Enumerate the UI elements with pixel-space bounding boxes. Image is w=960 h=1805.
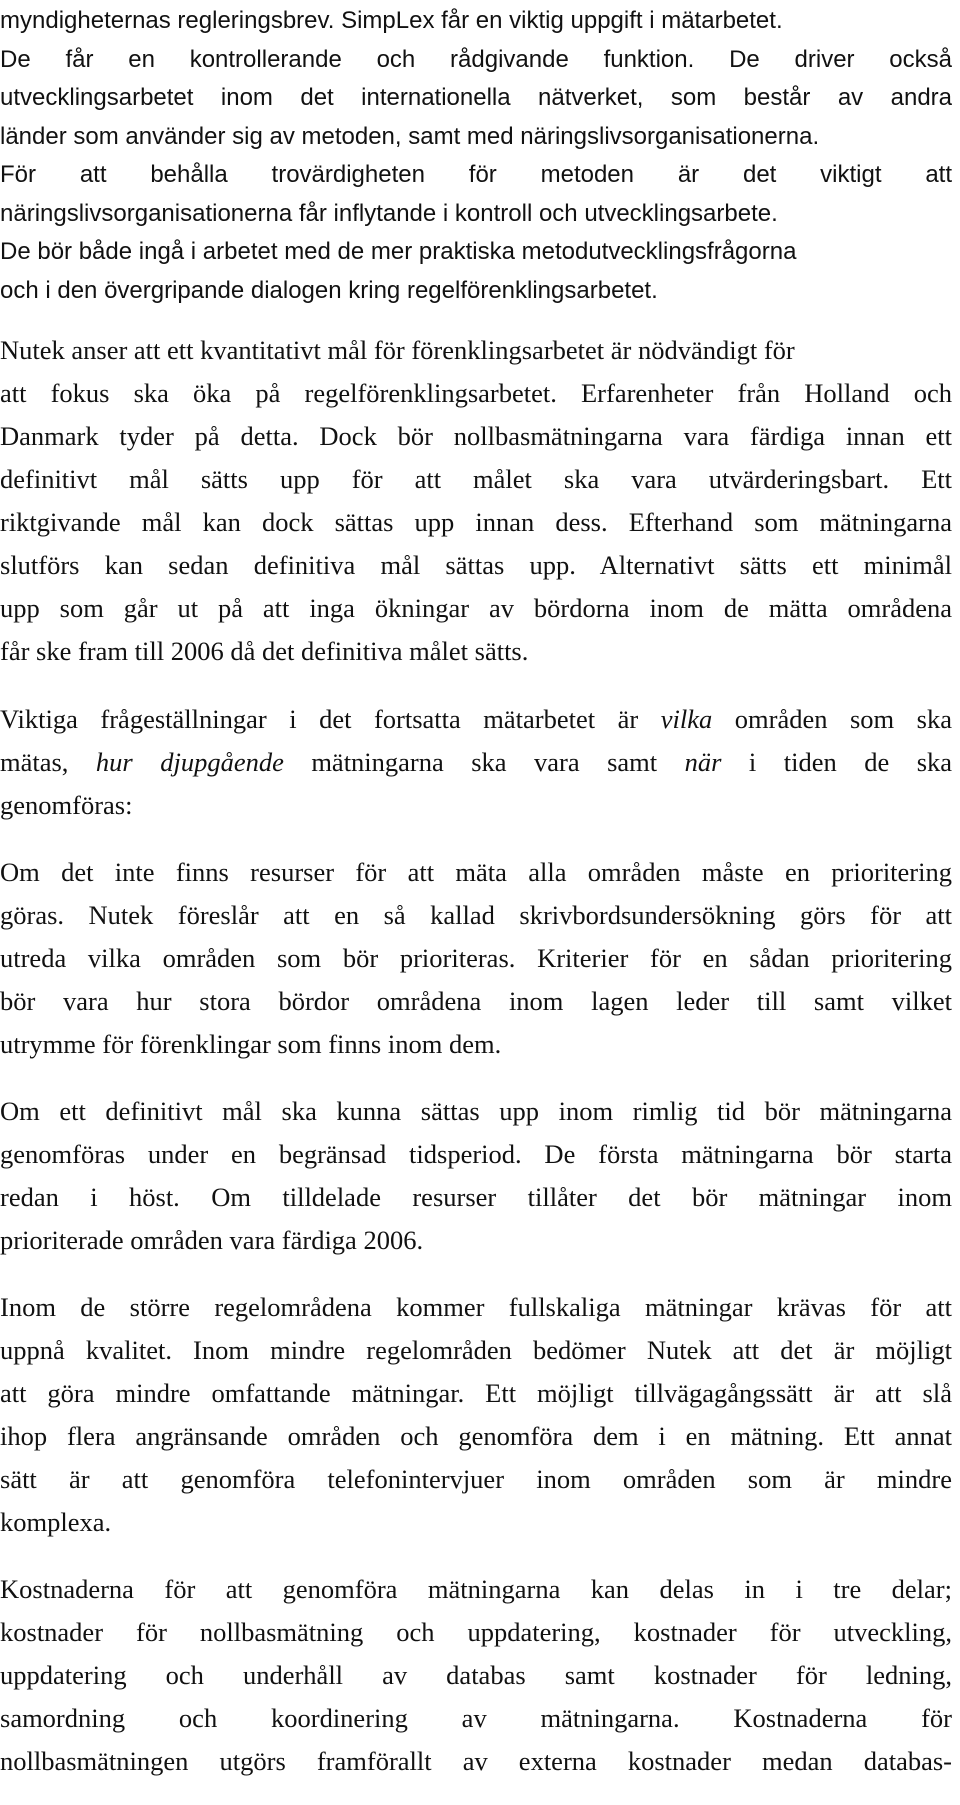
text-line: Inom de större regelområdena kommer fullskaliga mätningar krävas för att: [0, 1292, 952, 1322]
text-line: Om det inte finns resurser för att mäta alla områden måste en prioritering: [0, 857, 952, 887]
text-line: uppnå kvalitet. Inom mindre regelområden bedömer Nutek att det är möjligt: [0, 1335, 952, 1365]
text-line: riktgivande mål kan dock sättas upp innan dess. Efterhand som mätningarna: [0, 507, 952, 537]
text-line: länder som använder sig av metoden, samt med näringslivsorganisationerna.: [0, 123, 820, 150]
text-line: samordning och koordinering av mätningarna. Kostnaderna för: [0, 1703, 952, 1733]
text-line: [0, 698, 952, 740]
text-line: Om ett definitivt mål ska kunna sättas upp inom rimlig tid bör mätningarna: [0, 1096, 952, 1126]
text-line: att fokus ska öka på regelförenklingsarbetet. Erfarenheter från Holland och: [0, 378, 952, 408]
text-line: genomföras under en begränsad tidsperiod. De första mätningarna bör starta: [0, 1139, 952, 1169]
text-line: För att behålla trovärdigheten för metoden är det viktigt att: [0, 161, 952, 188]
text-line: utrymme för förenklingar som finns inom dem.: [0, 1029, 502, 1059]
text-line: göras. Nutek föreslår att en så kallad skrivbordsundersökning görs för att: [0, 900, 952, 930]
text-line: komplexa.: [0, 1507, 112, 1537]
text-line: utreda vilka områden som bör prioriteras. Kriterier för en sådan prioritering: [0, 943, 952, 973]
text-line: bör vara hur stora bördor områdena inom lagen leder till samt vilket: [0, 986, 952, 1016]
text-line: definitivt mål sätts upp för att målet ska vara utvärderingsbart. Ett: [0, 464, 952, 494]
text-run: i tiden de ska: [721, 747, 952, 777]
text-line: sätt är att genomföra telefonintervjuer inom områden som är mindre: [0, 1464, 952, 1494]
text-line: prioriterade områden vara färdiga 2006.: [0, 1225, 424, 1255]
text-line: De får en kontrollerande och rådgivande funktion. De driver också: [0, 46, 952, 73]
text-run: mätas,: [0, 747, 96, 777]
text-line: slutförs kan sedan definitiva mål sättas upp. Alternativt sätts ett minimål: [0, 550, 952, 580]
text-line: redan i höst. Om tilldelade resurser tillåter det bör mätningar inom: [0, 1182, 952, 1212]
text-line: genomföras:: [0, 790, 133, 820]
text-run: områden som ska: [712, 704, 952, 734]
emphasis-vilka: vilka: [660, 704, 713, 734]
text-line: Kostnaderna för att genomföra mätningarna kan delas in i tre delar;: [0, 1574, 952, 1604]
text-line: att göra mindre omfattande mätningar. Ett möjligt tillvägagångssätt är att slå: [0, 1378, 952, 1408]
emphasis-nar: när: [684, 747, 722, 777]
text-line: näringslivsorganisationerna får inflytande i kontroll och utvecklingsarbete.: [0, 200, 778, 227]
text-line: Danmark tyder på detta. Dock bör nollbasmätningarna vara färdiga innan ett: [0, 421, 952, 451]
emphasis-hur-djupgaende: hur djupgående: [95, 747, 284, 777]
text-line: myndigheternas regleringsbrev. SimpLex får en viktig uppgift i mätarbetet.: [0, 7, 783, 34]
text-run: Viktiga frågeställningar i det fortsatta mätarbetet är: [0, 704, 661, 734]
text-line: får ske fram till 2006 då det definitiva målet sätts.: [0, 636, 529, 666]
text-line: uppdatering och underhåll av databas samt kostnader för ledning,: [0, 1660, 952, 1690]
text-line: och i den övergripande dialogen kring regelförenklingsarbetet.: [0, 277, 658, 304]
text-line: [0, 741, 952, 783]
text-run: mätningarna ska vara samt: [283, 747, 685, 777]
text-line: De bör både ingå i arbetet med de mer praktiska metodutvecklingsfrågorna: [0, 238, 797, 265]
text-line: kostnader för nollbasmätning och uppdatering, kostnader för utveckling,: [0, 1617, 952, 1647]
text-line: utvecklingsarbetet inom det internationella nätverket, som består av andra: [0, 84, 952, 111]
text-line: Nutek anser att ett kvantitativt mål för förenklingsarbetet är nödvändigt för: [0, 335, 795, 365]
text-line: nollbasmätningen utgörs framförallt av externa kostnader medan databas-: [0, 1746, 952, 1776]
text-line: ihop flera angränsande områden och genomföra dem i en mätning. Ett annat: [0, 1421, 952, 1451]
text-line: upp som går ut på att inga ökningar av bördorna inom de mätta områdena: [0, 593, 952, 623]
